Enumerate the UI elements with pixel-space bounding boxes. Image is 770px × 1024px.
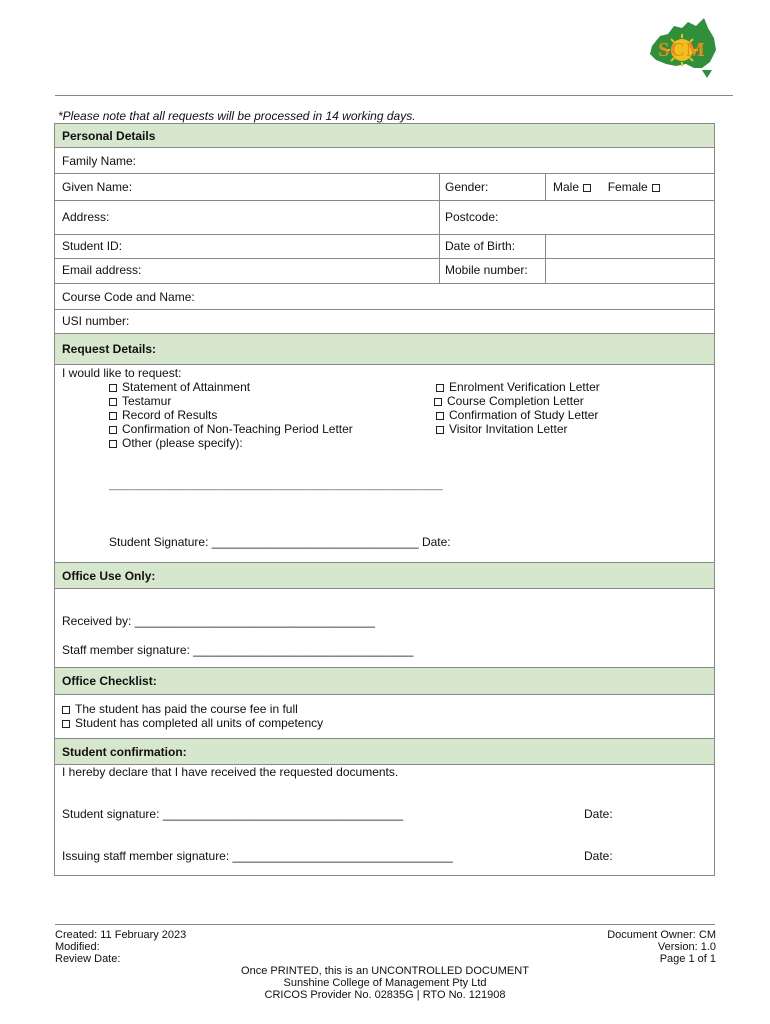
footer-center (0, 965, 770, 1001)
address-field[interactable]: Address: (62, 210, 110, 224)
family-name-field[interactable]: Family Name: (62, 154, 137, 168)
footer-right (607, 929, 716, 965)
checkbox[interactable] (434, 398, 442, 406)
checkbox[interactable] (436, 412, 444, 420)
other-specify-line[interactable]: ____________________________________________________________ (109, 480, 443, 491)
issuing-staff-signature[interactable]: Issuing staff member signature: _________________________________ (62, 849, 453, 863)
request-option[interactable]: Other (please specify): (109, 436, 243, 450)
request-details-header (55, 334, 714, 365)
date-field[interactable]: Date: (584, 807, 613, 821)
date-field[interactable]: Date: (584, 849, 613, 863)
college-logo (646, 16, 718, 80)
declaration-text: I hereby declare that I have received the requested documents. (62, 765, 399, 779)
office-use-header (55, 562, 714, 589)
created-date: Created: 11 February 2023 (55, 929, 187, 941)
page-number: Page 1 of 1 (659, 953, 716, 965)
request-option[interactable]: Confirmation of Non-Teaching Period Letter (109, 422, 353, 436)
checkbox[interactable] (109, 440, 117, 448)
checkbox[interactable] (62, 720, 70, 728)
checkbox[interactable] (109, 412, 117, 420)
modified-date: Modified: (55, 941, 100, 953)
received-by-line[interactable]: Received by: ____________________________________ (62, 614, 375, 628)
checkbox[interactable] (62, 706, 70, 714)
checkbox[interactable] (109, 398, 117, 406)
processing-note: *Please note that all requests will be processed in 14 working days. (58, 109, 416, 123)
request-option[interactable]: Course Completion Letter (434, 394, 584, 408)
logo-text: SCM (658, 39, 706, 61)
staff-signature-line[interactable]: Staff member signature: _________________________________ (62, 643, 414, 657)
checkbox[interactable] (109, 426, 117, 434)
document-owner: Document Owner: CM (607, 929, 716, 941)
student-signature-confirm[interactable]: Student signature: ____________________________________ (62, 807, 403, 821)
checkbox[interactable] (436, 426, 444, 434)
dob-label: Date of Birth: (445, 239, 516, 253)
uncontrolled-notice: Once PRINTED, this is an UNCONTROLLED DOCUMENT (241, 965, 529, 977)
checkbox[interactable] (436, 384, 444, 392)
review-date: Review Date: (55, 953, 121, 965)
student-signature-line[interactable]: Student Signature: _______________________________ Date: (109, 535, 451, 549)
student-confirmation-header (55, 738, 714, 765)
header-divider (55, 95, 733, 96)
request-option[interactable]: Enrolment Verification Letter (436, 380, 600, 394)
request-option[interactable]: Confirmation of Study Letter (436, 408, 598, 422)
request-form (54, 123, 715, 876)
email-field[interactable]: Email address: (62, 263, 142, 277)
section-title: Office Checklist: (62, 674, 157, 688)
cricos-rto: CRICOS Provider No. 02835G | RTO No. 121908 (264, 989, 506, 1001)
office-checklist-header (55, 667, 714, 695)
postcode-field[interactable]: Postcode: (445, 210, 499, 224)
checkbox[interactable] (109, 384, 117, 392)
gender-options (553, 180, 660, 194)
gender-label: Gender: (445, 180, 489, 194)
request-option[interactable]: Visitor Invitation Letter (436, 422, 568, 436)
male-checkbox[interactable] (583, 184, 591, 192)
male-label: Male (553, 180, 580, 194)
student-id-field[interactable]: Student ID: (62, 239, 123, 253)
section-title: Request Details: (62, 342, 157, 356)
section-title: Personal Details (62, 128, 156, 143)
section-title: Student confirmation: (62, 744, 187, 759)
request-option[interactable]: Record of Results (109, 408, 217, 422)
mobile-label: Mobile number: (445, 263, 528, 277)
checklist-item[interactable]: The student has paid the course fee in full (62, 702, 298, 716)
usi-field[interactable]: USI number: (62, 314, 130, 328)
version: Version: 1.0 (657, 941, 716, 953)
footer-divider (55, 924, 715, 925)
given-name-field[interactable]: Given Name: (62, 180, 133, 194)
course-field[interactable]: Course Code and Name: (62, 290, 195, 304)
personal-details-header (55, 124, 714, 148)
college-name: Sunshine College of Management Pty Ltd (283, 977, 487, 989)
request-intro: I would like to request: (62, 366, 182, 380)
request-option[interactable]: Statement of Attainment (109, 380, 250, 394)
section-title: Office Use Only: (62, 568, 156, 583)
female-label: Female (607, 180, 648, 194)
female-checkbox[interactable] (652, 184, 660, 192)
checklist-item[interactable]: Student has completed all units of competency (62, 716, 323, 730)
footer-left (55, 929, 186, 965)
request-option[interactable]: Testamur (109, 394, 171, 408)
